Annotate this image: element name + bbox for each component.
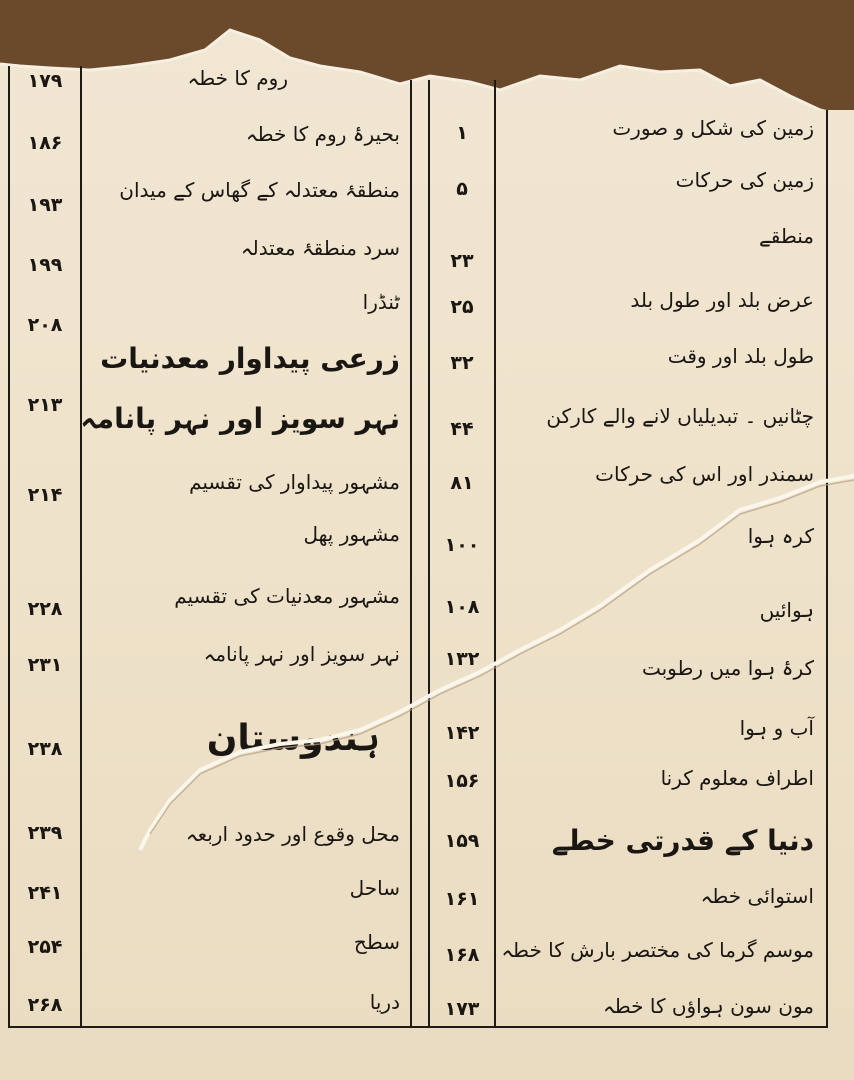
right-page-10: ۱۰۸: [444, 596, 480, 618]
right-entry-13-heading: دنیا کے قدرتی خطے: [551, 824, 814, 857]
right-entry-11: آب و ہوا: [739, 716, 814, 740]
left-entry-6-heading: زرعی پیداوار معدنیات: [100, 342, 400, 375]
left-page-10: ۲۲۸: [27, 598, 63, 620]
right-entry-7: سمندر اور اس کی حرکات: [595, 462, 814, 486]
right-entry-5: طول بلد اور وقت: [667, 344, 814, 368]
right-entry-15: موسم گرما کی مختصر بارش کا خطہ: [501, 938, 814, 962]
left-entry-10: مشہور معدنیات کی تقسیم: [174, 584, 400, 608]
left-page-4: ۱۹۹: [27, 254, 63, 276]
left-page-12: ۲۳۸: [27, 738, 63, 760]
right-entry-3: منطقے: [759, 224, 814, 248]
right-page-5: ۲۵: [450, 296, 474, 318]
left-page-3: ۱۹۳: [27, 194, 63, 216]
rule-right-outer: [826, 110, 828, 1028]
rule-left-page-col: [80, 66, 82, 1028]
right-page-13: ۱۵۶: [444, 770, 480, 792]
left-page-5: ۲۰۸: [27, 314, 63, 336]
right-page-11: ۱۳۲: [444, 648, 480, 670]
left-page-8: ۲۱۴: [27, 484, 63, 506]
left-entry-3: منطقۂ معتدلہ کے گھاس کے میدان: [119, 178, 400, 202]
left-entry-12-heading: ہندوستان: [206, 718, 380, 759]
left-entry-15: سطح: [353, 930, 400, 954]
left-entry-9: مشہور پھل: [303, 522, 400, 546]
left-page-2: ۱۸۶: [27, 132, 63, 154]
right-entry-6: چٹانیں ۔ تبدیلیاں لانے والے کارکن: [546, 404, 814, 428]
left-page-15: ۲۵۴: [27, 936, 63, 958]
right-page-16: ۱۶۸: [444, 944, 480, 966]
right-page-14: ۱۵۹: [444, 830, 480, 852]
left-entry-7-heading: نہر سویز اور نہر پانامہ: [80, 402, 400, 435]
right-page-4: ۲۳: [450, 250, 474, 272]
torn-top-edge: [0, 0, 854, 110]
right-entry-2: زمین کی حرکات: [675, 168, 814, 192]
left-entry-13: محل وقوع اور حدود اربعہ: [185, 822, 400, 846]
right-entry-10: کرۂ ہوا میں رطوبت: [641, 656, 814, 680]
rule-middle-left: [410, 80, 412, 1028]
right-entry-8: کرہ ہوا: [747, 524, 814, 548]
right-entry-12: اطراف معلوم کرنا: [660, 766, 814, 790]
right-entry-16: مون سون ہواؤں کا خطہ: [603, 994, 814, 1018]
left-page-7: ۲۱۳: [27, 394, 63, 416]
right-entry-9: ہوائیں: [759, 598, 814, 622]
right-entry-14: استوائی خطہ: [700, 884, 814, 908]
rule-left-outer: [8, 66, 10, 1028]
right-page-2: ۵: [456, 178, 468, 200]
left-page-13: ۲۳۹: [27, 822, 63, 844]
right-page-15: ۱۶۱: [444, 888, 480, 910]
left-entry-8: مشہور پیداوار کی تقسیم: [189, 470, 400, 494]
left-page-1: ۱۷۹: [27, 70, 63, 92]
right-entry-4: عرض بلد اور طول بلد: [630, 288, 814, 312]
left-entry-2: بحیرۂ روم کا خطہ: [245, 122, 400, 146]
left-entry-14: ساحل: [349, 876, 400, 900]
left-entry-1: روم کا خطہ: [187, 66, 288, 90]
right-page-9: ۱۰۰: [444, 534, 480, 556]
left-entry-4: سرد منطقۂ معتدلہ: [240, 236, 400, 260]
rule-bottom: [8, 1026, 828, 1028]
right-page-8: ۸۱: [450, 472, 474, 494]
right-page-17: ۱۷۳: [444, 998, 480, 1020]
left-entry-11: نہر سویز اور نہر پانامہ: [203, 642, 400, 666]
rule-middle-page-col-left: [428, 80, 430, 1028]
right-page-7: ۴۴: [450, 418, 474, 440]
right-page-1: ۱: [456, 122, 468, 144]
right-entry-1: زمین کی شکل و صورت: [612, 116, 814, 140]
right-page-6: ۳۲: [450, 352, 474, 374]
left-entry-16: دریا: [369, 990, 400, 1014]
left-page-16: ۲۶۸: [27, 994, 63, 1016]
left-page-14: ۲۴۱: [27, 882, 63, 904]
right-page-12: ۱۴۲: [444, 722, 480, 744]
left-page-11: ۲۳۱: [27, 654, 63, 676]
left-entry-5: ٹنڈرا: [362, 290, 400, 314]
rule-middle-page-col-right: [494, 80, 496, 1028]
